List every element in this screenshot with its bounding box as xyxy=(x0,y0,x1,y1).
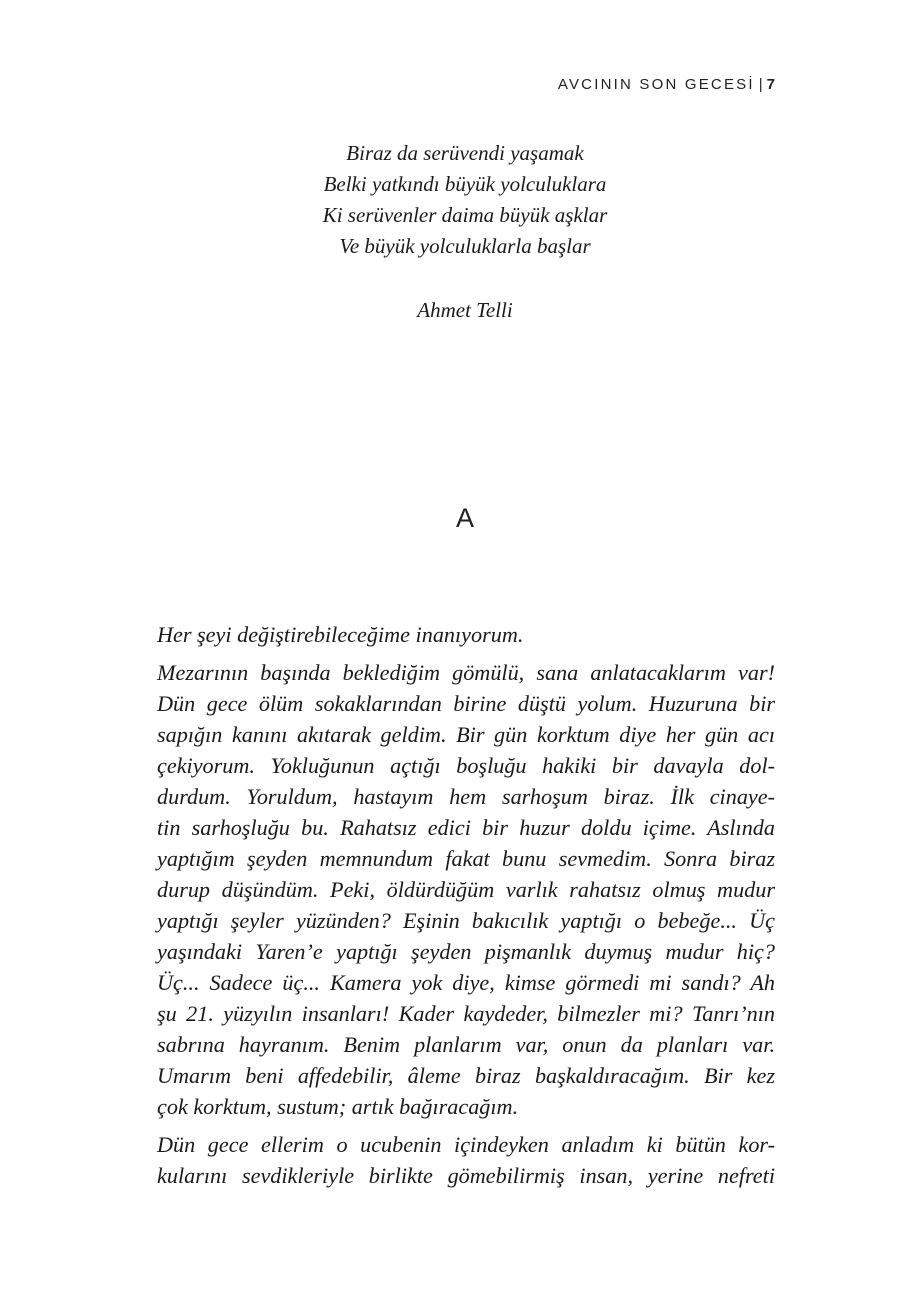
text-line: çok korktum, sustum; artık bağıracağım. xyxy=(157,1094,519,1119)
text-line: sabrına hayranım. Benim planlarım var, onun da planları var. xyxy=(157,1032,775,1057)
text-line: Umarım beni affedebilir, âleme biraz başkaldıracağım. Bir kez xyxy=(157,1063,775,1088)
text-line: durup düşündüm. Peki, öldürdüğüm varlık rahatsız olmuş mudur xyxy=(157,877,775,902)
book-title: AVCININ SON GECESİ xyxy=(557,76,755,93)
chapter-heading: A xyxy=(455,503,474,533)
text-line: durdum. Yoruldum, hastayım hem sarhoşum biraz. İlk cinaye- xyxy=(157,784,775,809)
text-line: Dün gece ellerim o ucubenin içindeyken anladım ki bütün kor- xyxy=(157,1132,775,1157)
body-text xyxy=(157,619,775,1198)
header-separator: | xyxy=(758,76,763,93)
text-line: yaşındaki Yaren’e yaptığı şeyden pişmanlık duymuş mudur hiç? xyxy=(157,939,775,964)
text-line: yaptığım şeyden memnundum fakat bunu sevmedim. Sonra biraz xyxy=(157,846,775,871)
text-line: Mezarının başında beklediğim gömülü, sana anlatacaklarım var! xyxy=(157,660,775,685)
text-line: şu 21. yüzyılın insanları! Kader kaydeder, bilmezler mi? Tanrı’nın xyxy=(157,1001,775,1026)
epigraph xyxy=(150,138,780,262)
epigraph-author: Ahmet Telli xyxy=(417,298,513,322)
paragraph xyxy=(157,657,775,1122)
text-line: sapığın kanını akıtarak geldim. Bir gün korktum diye her gün acı xyxy=(157,722,775,747)
text-line: kularını sevdikleriyle birlikte gömebilirmiş insan, yerine nefreti xyxy=(157,1163,775,1188)
text-line: yaptığı şeyler yüzünden? Eşinin bakıcılık yaptığı o bebeğe... Üç xyxy=(157,908,775,933)
epigraph-line: Ki serüvenler daima büyük aşklar xyxy=(322,203,608,227)
text-line: Üç... Sadece üç... Kamera yok diye, kimse görmedi mi sandı? Ah xyxy=(157,970,775,995)
text-line: Dün gece ölüm sokaklarından birine düştü yolum. Huzuruna bir xyxy=(157,691,775,716)
text-line: tin sarhoşluğu bu. Rahatsız edici bir huzur doldu içime. Aslında xyxy=(157,815,775,840)
paragraph xyxy=(157,619,775,650)
text-line: çekiyorum. Yokluğunun açtığı boşluğu hakiki bir davayla dol- xyxy=(157,753,775,778)
epigraph-line: Belki yatkındı büyük yolculuklara xyxy=(323,172,607,196)
text-line: Her şeyi değiştirebileceğime inanıyorum. xyxy=(157,622,524,647)
epigraph-line: Biraz da serüvendi yaşamak xyxy=(346,141,584,165)
running-header xyxy=(558,76,775,93)
paragraph xyxy=(157,1129,775,1191)
page-number: 7 xyxy=(766,76,775,93)
epigraph-line: Ve büyük yolculuklarla başlar xyxy=(339,234,591,258)
